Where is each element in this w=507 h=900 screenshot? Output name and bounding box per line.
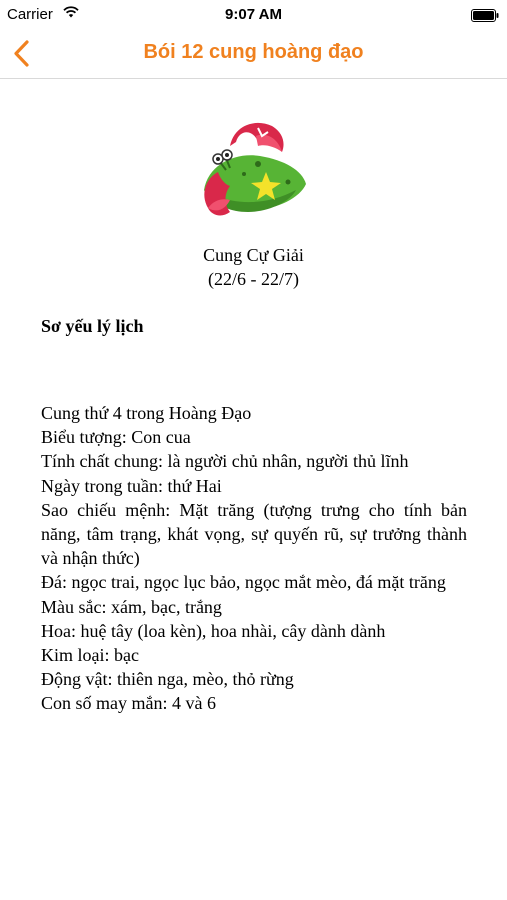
profile-line-ruling-planet: Sao chiếu mệnh: Mặt trăng (tượng trưng cho tính bản năng, tâm trạng, khát vọng, sự quyến rũ, sự trưởng thành và nhận thức) bbox=[41, 499, 467, 569]
navigation-bar bbox=[0, 30, 507, 79]
profile-line-weekday: Ngày trong tuần: thứ Hai bbox=[41, 475, 222, 496]
profile-line-lucky-numbers: Con số may mắn: 4 và 6 bbox=[41, 693, 216, 714]
profile-line-symbol: Biểu tượng: Con cua bbox=[41, 427, 191, 448]
profile-list bbox=[41, 401, 467, 716]
profile-line-colors: Màu sắc: xám, bạc, trắng bbox=[41, 596, 222, 617]
status-bar bbox=[0, 0, 507, 30]
page-title: Bói 12 cung hoàng đạo bbox=[143, 41, 364, 63]
zodiac-sign-dates: (22/6 - 22/7) bbox=[208, 269, 299, 289]
profile-line-stones: Đá: ngọc trai, ngọc lục bảo, ngọc mắt mèo, đá mặt trăng bbox=[41, 572, 446, 593]
profile-line-animals: Động vật: thiên nga, mèo, thỏ rừng bbox=[41, 669, 294, 690]
battery-icon bbox=[471, 9, 499, 22]
crab-zodiac-illustration bbox=[196, 112, 311, 222]
section-heading: Sơ yếu lý lịch bbox=[41, 316, 144, 336]
zodiac-sign-name: Cung Cự Giải bbox=[203, 245, 304, 265]
profile-line-metal: Kim loại: bạc bbox=[41, 645, 139, 666]
status-time: 9:07 AM bbox=[225, 6, 282, 23]
profile-line-ordinal: Cung thứ 4 trong Hoàng Đạo bbox=[41, 403, 252, 423]
profile-line-flowers: Hoa: huệ tây (loa kèn), hoa nhài, cây dành dành bbox=[41, 620, 386, 641]
profile-line-character: Tính chất chung: là người chủ nhân, người thủ lĩnh bbox=[41, 451, 409, 472]
carrier-label: Carrier bbox=[7, 6, 53, 23]
